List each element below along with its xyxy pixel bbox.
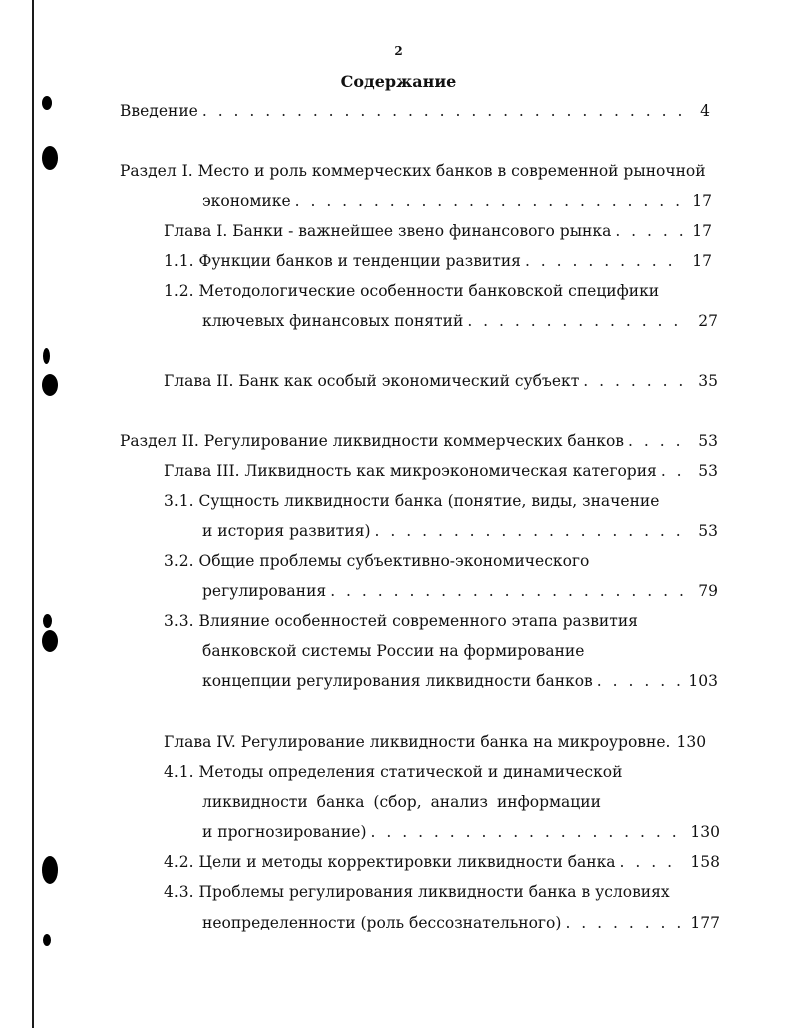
dot-leader <box>525 248 684 274</box>
toc-entry-text: Раздел II. Регулирование ликвидности коммерческих банков <box>120 432 625 450</box>
toc-entry-page: 17 <box>692 222 712 240</box>
punch-hole <box>42 146 58 170</box>
toc-entry-page: 103 <box>688 672 718 690</box>
punch-hole <box>42 630 58 652</box>
dot-leader <box>375 518 691 544</box>
punch-hole <box>43 348 50 364</box>
toc-entry-page: 79 <box>698 582 718 600</box>
toc-entry-text: Глава III. Ликвидность как микроэкономическая категория <box>164 462 657 480</box>
toc-entry-text: ключевых финансовых понятий <box>202 312 464 330</box>
punch-hole <box>42 856 58 884</box>
toc-entry <box>202 578 718 604</box>
dot-leader <box>202 98 692 124</box>
toc-entry <box>164 729 720 755</box>
binding-line <box>32 0 34 1028</box>
toc-entry <box>202 819 720 845</box>
dot-leader <box>295 188 685 214</box>
toc-entry-page: 158 <box>690 853 720 871</box>
toc-entry-page: 27 <box>698 312 718 330</box>
toc-entry <box>202 668 718 694</box>
toc-entry <box>202 188 712 214</box>
toc-entry-text: Глава IV. Регулирование ликвидности банка на микроуровне. <box>164 733 671 751</box>
toc-entry-page: 177 <box>690 914 720 932</box>
toc-entry: банковской системы России на формирование <box>202 642 585 660</box>
toc-entry-page: 17 <box>692 252 712 270</box>
dot-leader <box>628 428 690 454</box>
toc-entry: 3.3. Влияние особенностей современного этапа развития <box>164 612 638 630</box>
dot-leader <box>565 910 682 936</box>
dot-leader <box>583 368 690 394</box>
toc-entry-text: регулирования <box>202 582 327 600</box>
toc-entry <box>164 218 712 244</box>
toc-entry <box>164 368 718 394</box>
toc-entry <box>120 428 718 454</box>
toc-entry: 4.3. Проблемы регулирования ликвидности банка в условиях <box>164 883 670 901</box>
toc-entry <box>164 248 712 274</box>
toc-entry-page: 35 <box>698 372 718 390</box>
toc-entry-text: Глава II. Банк как особый экономический субъект <box>164 372 580 390</box>
toc-entry-text: и история развития) <box>202 522 371 540</box>
toc-entry-text: концепции регулирования ликвидности банков <box>202 672 593 690</box>
punch-hole <box>43 614 52 628</box>
toc-entry-text: экономике <box>202 192 291 210</box>
dot-leader <box>615 218 684 244</box>
toc-entry-text: и прогнозирование) <box>202 823 367 841</box>
toc-entry-text: 4.2. Цели и методы корректировки ликвидности банка <box>164 853 616 871</box>
toc-entry: 1.2. Методологические особенности банковской специфики <box>164 282 660 300</box>
toc-entry-text: неопределенности (роль бессознательного) <box>202 914 562 932</box>
toc-entry-page: 17 <box>692 192 712 210</box>
dot-leader <box>467 308 690 334</box>
toc-entry-text: 1.1. Функции банков и тенденции развития <box>164 252 521 270</box>
toc-entry-page: 53 <box>698 462 718 480</box>
punch-hole <box>42 374 58 396</box>
dot-leader <box>620 849 683 875</box>
dot-leader <box>371 819 683 845</box>
toc-entry: 4.1. Методы определения статической и динамической <box>164 763 623 781</box>
toc-entry-page: 130 <box>676 733 707 751</box>
toc-entry-page: 130 <box>690 823 720 841</box>
toc-entry-page: 53 <box>698 522 718 540</box>
punch-hole <box>42 96 52 110</box>
toc-entry: ликвидности банка (сбор, анализ информации <box>202 793 601 811</box>
page-title: Содержание <box>340 72 457 91</box>
toc-entry <box>164 458 718 484</box>
toc-entry: 3.1. Сущность ликвидности банка (понятие, виды, значение <box>164 492 660 510</box>
toc-entry <box>120 98 710 124</box>
dot-leader <box>661 458 690 484</box>
dot-leader <box>330 578 690 604</box>
toc-entry: 3.2. Общие проблемы субъективно-экономического <box>164 552 590 570</box>
dot-leader <box>597 668 681 694</box>
toc-entry-page: 4 <box>700 102 710 120</box>
toc-entry <box>202 308 718 334</box>
toc-entry-text: Введение <box>120 102 198 120</box>
toc-entry: Раздел I. Место и роль коммерческих банков в современной рыночной <box>120 162 706 180</box>
toc-entry <box>202 910 720 936</box>
page-number: 2 <box>394 44 403 58</box>
punch-hole <box>43 934 51 946</box>
toc-entry-text: Глава I. Банки - важнейшее звено финансового рынка <box>164 222 612 240</box>
toc-entry-page: 53 <box>698 432 718 450</box>
toc-entry <box>164 849 720 875</box>
toc-entry <box>202 518 718 544</box>
